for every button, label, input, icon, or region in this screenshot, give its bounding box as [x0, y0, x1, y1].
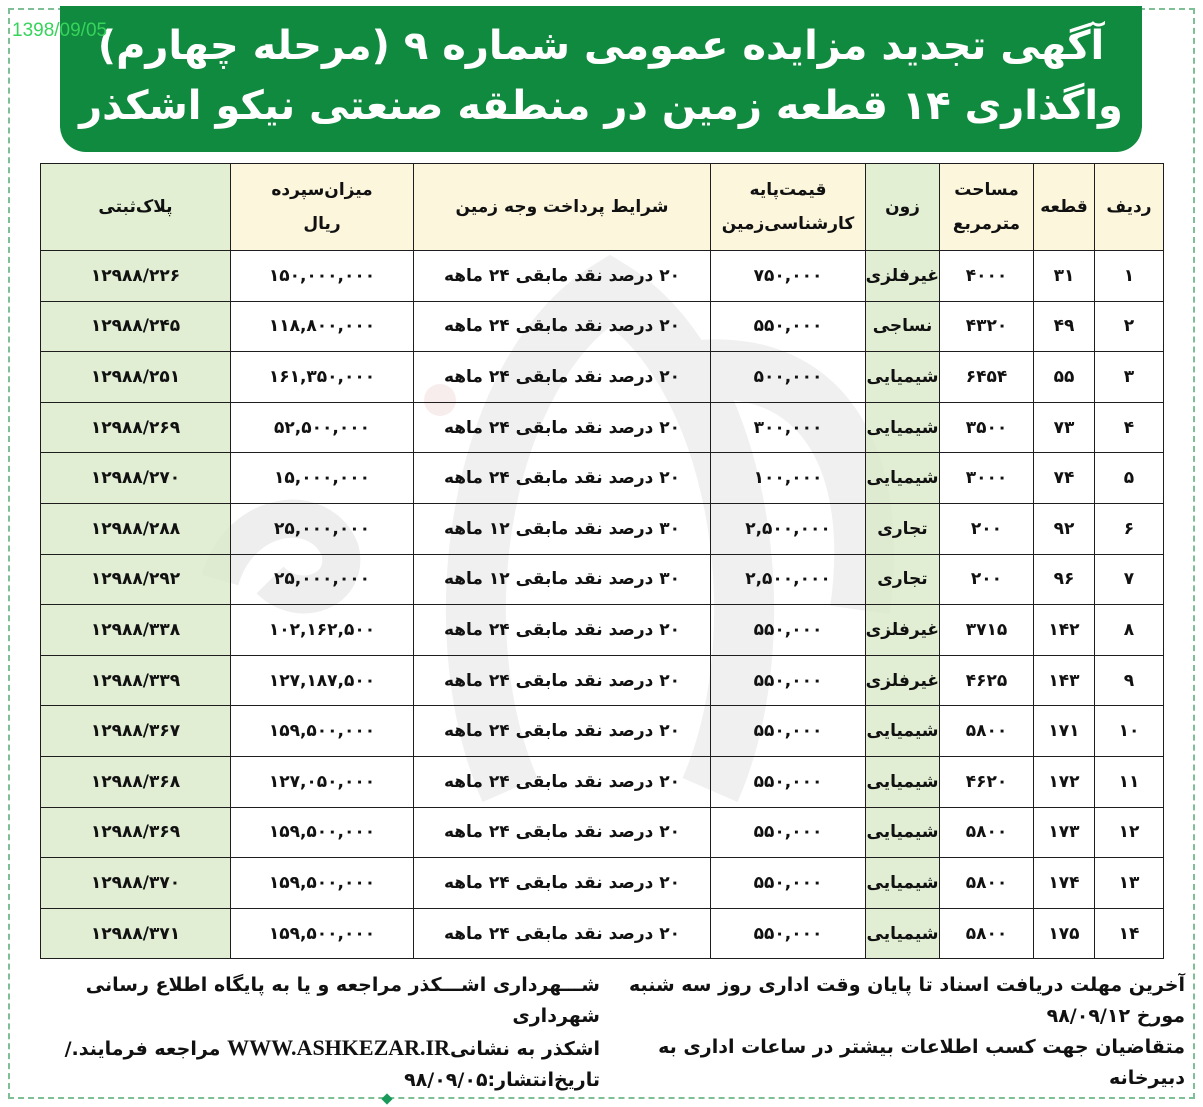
table-row — [41, 858, 1164, 909]
header-base-price — [711, 164, 866, 251]
cell-zone: شیمیایی — [866, 858, 940, 909]
cell-deposit: ۱۱۸,۸۰۰,۰۰۰ — [231, 301, 414, 352]
cell-deposit: ۱۵۹,۵۰۰,۰۰۰ — [231, 908, 414, 959]
cell-area: ۴۶۲۰ — [940, 756, 1034, 807]
cell-zone: نساجی — [866, 301, 940, 352]
cell-zone: غیرفلزی — [866, 251, 940, 302]
cell-zone: شیمیایی — [866, 453, 940, 504]
cell-row-number: ۱۲ — [1095, 807, 1164, 858]
cell-plaque: ۱۲۹۸۸/۲۸۸ — [41, 503, 231, 554]
title-line-1: آگهی تجدید مزایده عمومی شماره ۹ (مرحله چهارم) — [97, 23, 1105, 69]
footer-right-line2: مورخ ۹۸/۰۹/۱۲ — [1046, 1005, 1185, 1027]
header-deposit-line1: میزان‌سپرده — [271, 180, 373, 200]
cell-zone: غیرفلزی — [866, 605, 940, 656]
cell-deposit: ۱۵۹,۵۰۰,۰۰۰ — [231, 706, 414, 757]
cell-deposit: ۱۰۲,۱۶۲,۵۰۰ — [231, 605, 414, 656]
cell-base-price: ۵۵۰,۰۰۰ — [711, 858, 866, 909]
table-row — [41, 605, 1164, 656]
date-stamp: 1398/09/05 — [12, 20, 108, 41]
cell-zone: تجاری — [866, 554, 940, 605]
cell-row-number: ۹ — [1095, 655, 1164, 706]
header-zone: زون — [866, 164, 940, 251]
cell-payment-terms: ۲۰ درصد نقد مابقی ۲۴ ماهه — [414, 655, 711, 706]
cell-plaque: ۱۲۹۸۸/۳۶۹ — [41, 807, 231, 858]
cell-lot: ۱۷۲ — [1034, 756, 1095, 807]
footer-deadline — [615, 970, 1185, 1094]
cell-plaque: ۱۲۹۸۸/۲۲۶ — [41, 251, 231, 302]
cell-zone: تجاری — [866, 503, 940, 554]
cell-lot: ۱۷۴ — [1034, 858, 1095, 909]
table-row — [41, 453, 1164, 504]
cell-row-number: ۱۰ — [1095, 706, 1164, 757]
cell-row-number: ۵ — [1095, 453, 1164, 504]
cell-row-number: ۶ — [1095, 503, 1164, 554]
cell-row-number: ۷ — [1095, 554, 1164, 605]
cell-row-number: ۴ — [1095, 402, 1164, 453]
cell-deposit: ۵۲,۵۰۰,۰۰۰ — [231, 402, 414, 453]
cell-payment-terms: ۲۰ درصد نقد مابقی ۲۴ ماهه — [414, 251, 711, 302]
cell-plaque: ۱۲۹۸۸/۳۶۸ — [41, 756, 231, 807]
cell-lot: ۷۳ — [1034, 402, 1095, 453]
cell-payment-terms: ۲۰ درصد نقد مابقی ۲۴ ماهه — [414, 453, 711, 504]
cell-payment-terms: ۳۰ درصد نقد مابقی ۱۲ ماهه — [414, 554, 711, 605]
cell-area: ۴۳۲۰ — [940, 301, 1034, 352]
header-deposit — [231, 164, 414, 251]
cell-base-price: ۲,۵۰۰,۰۰۰ — [711, 503, 866, 554]
cell-row-number: ۱۱ — [1095, 756, 1164, 807]
cell-base-price: ۳۰۰,۰۰۰ — [711, 402, 866, 453]
cell-lot: ۳۱ — [1034, 251, 1095, 302]
cell-area: ۳۷۱۵ — [940, 605, 1034, 656]
header-area — [940, 164, 1034, 251]
table-row — [41, 807, 1164, 858]
cell-row-number: ۸ — [1095, 605, 1164, 656]
cell-lot: ۱۴۳ — [1034, 655, 1095, 706]
table-row — [41, 756, 1164, 807]
cell-zone: شیمیایی — [866, 706, 940, 757]
cell-plaque: ۱۲۹۸۸/۲۵۱ — [41, 352, 231, 403]
table-row — [41, 251, 1164, 302]
cell-lot: ۱۷۳ — [1034, 807, 1095, 858]
cell-lot: ۷۴ — [1034, 453, 1095, 504]
cell-payment-terms: ۳۰ درصد نقد مابقی ۱۲ ماهه — [414, 503, 711, 554]
cell-base-price: ۵۵۰,۰۰۰ — [711, 807, 866, 858]
cell-zone: شیمیایی — [866, 756, 940, 807]
table-row — [41, 503, 1164, 554]
cell-lot: ۱۴۲ — [1034, 605, 1095, 656]
cell-payment-terms: ۲۰ درصد نقد مابقی ۲۴ ماهه — [414, 301, 711, 352]
table-row — [41, 908, 1164, 959]
cell-deposit: ۱۶۱,۳۵۰,۰۰۰ — [231, 352, 414, 403]
cell-base-price: ۵۵۰,۰۰۰ — [711, 301, 866, 352]
cell-base-price: ۷۵۰,۰۰۰ — [711, 251, 866, 302]
cell-base-price: ۵۵۰,۰۰۰ — [711, 605, 866, 656]
cell-plaque: ۱۲۹۸۸/۳۶۷ — [41, 706, 231, 757]
cell-area: ۲۰۰ — [940, 554, 1034, 605]
cell-area: ۵۸۰۰ — [940, 858, 1034, 909]
header-row-number: ردیف — [1095, 164, 1164, 251]
header-price-line1: قیمت‌پایه — [749, 180, 827, 200]
cell-base-price: ۵۵۰,۰۰۰ — [711, 756, 866, 807]
cell-plaque: ۱۲۹۸۸/۲۷۰ — [41, 453, 231, 504]
website-link[interactable]: WWW.ASHKEZAR.IR — [227, 1035, 450, 1060]
cell-payment-terms: ۲۰ درصد نقد مابقی ۲۴ ماهه — [414, 402, 711, 453]
footer-left-line2b: مراجعه فرمایند./ — [64, 1038, 221, 1060]
cell-area: ۶۴۵۴ — [940, 352, 1034, 403]
cell-deposit: ۲۵,۰۰۰,۰۰۰ — [231, 503, 414, 554]
cell-plaque: ۱۲۹۸۸/۳۷۰ — [41, 858, 231, 909]
header-lot: قطعه — [1034, 164, 1095, 251]
cell-base-price: ۲,۵۰۰,۰۰۰ — [711, 554, 866, 605]
table-row — [41, 706, 1164, 757]
footer-left-line2 — [40, 1032, 600, 1065]
header-deposit-line2: ریال — [303, 214, 341, 234]
cell-area: ۵۸۰۰ — [940, 807, 1034, 858]
cell-lot: ۱۷۵ — [1034, 908, 1095, 959]
table-row — [41, 402, 1164, 453]
cell-deposit: ۱۲۷,۰۵۰,۰۰۰ — [231, 756, 414, 807]
header-area-line1: مساحت — [954, 180, 1019, 200]
cell-row-number: ۳ — [1095, 352, 1164, 403]
cell-area: ۵۸۰۰ — [940, 908, 1034, 959]
cell-area: ۲۰۰ — [940, 503, 1034, 554]
cell-area: ۳۵۰۰ — [940, 402, 1034, 453]
cell-lot: ۴۹ — [1034, 301, 1095, 352]
cell-plaque: ۱۲۹۸۸/۳۳۸ — [41, 605, 231, 656]
cell-deposit: ۱۲۷,۱۸۷,۵۰۰ — [231, 655, 414, 706]
cell-base-price: ۱۰۰,۰۰۰ — [711, 453, 866, 504]
cell-zone: شیمیایی — [866, 908, 940, 959]
cell-plaque: ۱۲۹۸۸/۳۷۱ — [41, 908, 231, 959]
table-row — [41, 301, 1164, 352]
cell-lot: ۱۷۱ — [1034, 706, 1095, 757]
table-header-row — [41, 164, 1164, 251]
footer-left-line1: شـــهرداری اشـــکذر مراجعه و یا به پایگاه اطلاع رسانی شهرداری — [85, 974, 600, 1027]
cell-area: ۳۰۰۰ — [940, 453, 1034, 504]
cell-zone: شیمیایی — [866, 352, 940, 403]
cell-payment-terms: ۲۰ درصد نقد مابقی ۲۴ ماهه — [414, 706, 711, 757]
cell-plaque: ۱۲۹۸۸/۲۹۲ — [41, 554, 231, 605]
cell-plaque: ۱۲۹۸۸/۲۶۹ — [41, 402, 231, 453]
header-plaque: پلاک‌ثبتی — [41, 164, 231, 251]
footer-right-line1: آخرین مهلت دریافت اسناد تا پایان وقت اداری روز سه شنبه — [628, 974, 1185, 996]
auction-table — [40, 163, 1164, 959]
cell-payment-terms: ۲۰ درصد نقد مابقی ۲۴ ماهه — [414, 605, 711, 656]
cell-area: ۵۸۰۰ — [940, 706, 1034, 757]
cell-base-price: ۵۵۰,۰۰۰ — [711, 655, 866, 706]
cell-payment-terms: ۲۰ درصد نقد مابقی ۲۴ ماهه — [414, 908, 711, 959]
cell-zone: غیرفلزی — [866, 655, 940, 706]
cell-base-price: ۵۵۰,۰۰۰ — [711, 908, 866, 959]
cell-row-number: ۱۴ — [1095, 908, 1164, 959]
cell-plaque: ۱۲۹۸۸/۲۴۵ — [41, 301, 231, 352]
cell-zone: شیمیایی — [866, 402, 940, 453]
cell-row-number: ۱ — [1095, 251, 1164, 302]
cell-plaque: ۱۲۹۸۸/۳۳۹ — [41, 655, 231, 706]
cell-row-number: ۱۳ — [1095, 858, 1164, 909]
cell-lot: ۹۲ — [1034, 503, 1095, 554]
title-line-2: واگذاری ۱۴ قطعه زمین در منطقه صنعتی نیکو اشکذر — [79, 83, 1123, 129]
cell-base-price: ۵۰۰,۰۰۰ — [711, 352, 866, 403]
cell-lot: ۵۵ — [1034, 352, 1095, 403]
cell-area: ۴۶۲۵ — [940, 655, 1034, 706]
header-price-line2: کارشناسی‌زمین — [721, 214, 855, 234]
cell-deposit: ۱۵۰,۰۰۰,۰۰۰ — [231, 251, 414, 302]
cell-payment-terms: ۲۰ درصد نقد مابقی ۲۴ ماهه — [414, 352, 711, 403]
header-area-line2: مترمربع — [952, 214, 1021, 234]
cell-area: ۴۰۰۰ — [940, 251, 1034, 302]
table-row — [41, 655, 1164, 706]
header-payment-terms: شرایط پرداخت وجه زمین — [414, 164, 711, 251]
cell-deposit: ۱۵۹,۵۰۰,۰۰۰ — [231, 858, 414, 909]
cell-payment-terms: ۲۰ درصد نقد مابقی ۲۴ ماهه — [414, 858, 711, 909]
publish-date: تاریخ‌انتشار:۹۸/۰۹/۰۵ — [404, 1069, 600, 1091]
cell-base-price: ۵۵۰,۰۰۰ — [711, 706, 866, 757]
table-row — [41, 352, 1164, 403]
cell-payment-terms: ۲۰ درصد نقد مابقی ۲۴ ماهه — [414, 756, 711, 807]
footer-right-line3: متقاضیان جهت کسب اطلاعات بیشتر در ساعات اداری به دبیرخانه — [658, 1036, 1185, 1089]
cell-row-number: ۲ — [1095, 301, 1164, 352]
cell-deposit: ۱۵,۰۰۰,۰۰۰ — [231, 453, 414, 504]
cell-lot: ۹۶ — [1034, 554, 1095, 605]
cell-deposit: ۱۵۹,۵۰۰,۰۰۰ — [231, 807, 414, 858]
cell-zone: شیمیایی — [866, 807, 940, 858]
title-banner — [60, 6, 1142, 152]
footer-left-line2a: اشکذر به نشانی — [449, 1038, 600, 1060]
footer-contact — [40, 970, 600, 1096]
cell-deposit: ۲۵,۰۰۰,۰۰۰ — [231, 554, 414, 605]
table-row — [41, 554, 1164, 605]
cell-payment-terms: ۲۰ درصد نقد مابقی ۲۴ ماهه — [414, 807, 711, 858]
